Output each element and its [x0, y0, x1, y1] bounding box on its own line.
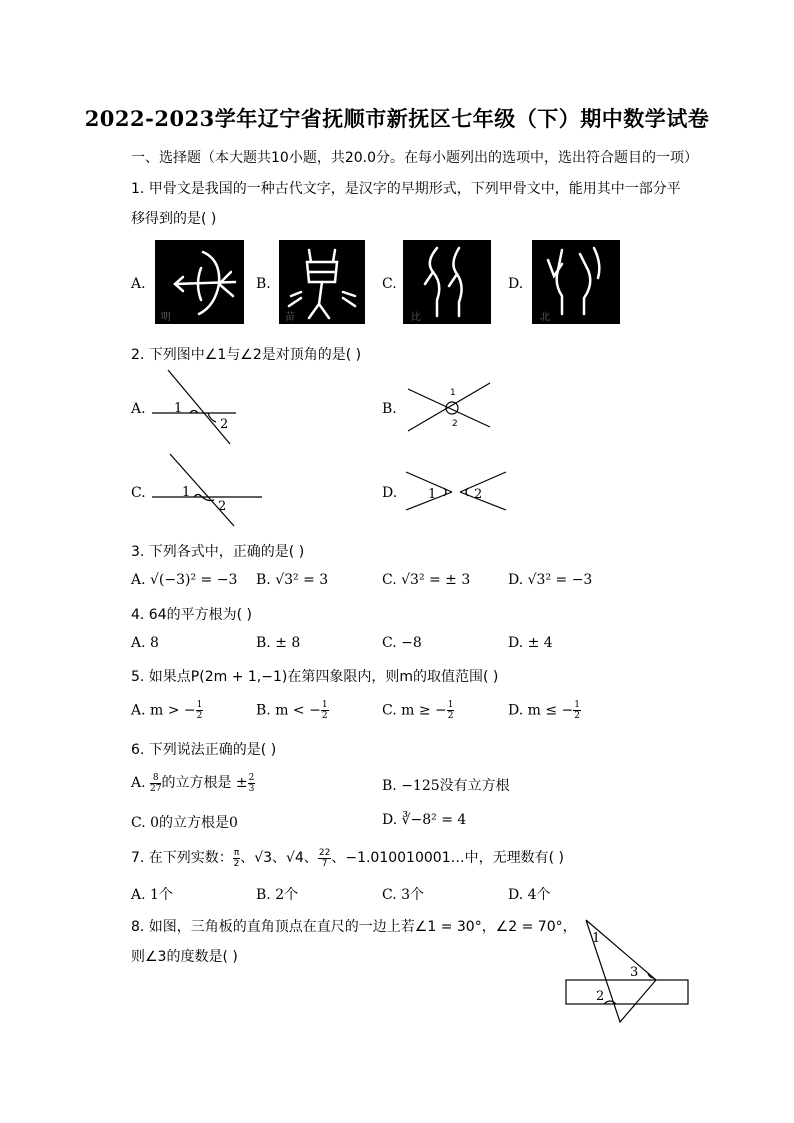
- page-title: 2022-2023学年辽宁省抚顺市新抚区七年级（下）期中数学试卷: [84, 106, 710, 131]
- q6-option-b[interactable]: B. −125没有立方根: [382, 778, 510, 794]
- q5-option-a-text: A. m > −: [131, 702, 196, 719]
- q3-option-c[interactable]: C. √3² = ± 3: [382, 572, 471, 588]
- q3-option-d[interactable]: D. √3² = −3: [508, 572, 593, 588]
- q6-option-a-label: A.: [131, 775, 146, 791]
- fraction: $\frac{8}{27}$: [150, 772, 162, 794]
- q4-option-b[interactable]: B. ± 8: [256, 635, 301, 651]
- q5-option-c[interactable]: [382, 700, 454, 721]
- fraction: $\frac{1}{2}$: [574, 700, 580, 721]
- q2d-angle-2: 2: [474, 487, 483, 502]
- q6-option-a[interactable]: [131, 772, 255, 794]
- q3-option-a[interactable]: A. √(−3)² = −3: [131, 572, 238, 588]
- q5-option-b-text: B. m < −: [256, 702, 321, 719]
- q1-option-b-glyph[interactable]: [279, 240, 365, 324]
- q5-option-c-text: C. m ≥ −: [382, 702, 447, 719]
- q1-option-d-glyph[interactable]: [532, 240, 620, 324]
- q1-option-a-label: A.: [131, 276, 146, 292]
- q2-option-b-label[interactable]: B.: [382, 401, 397, 417]
- question-4-stem: 4. 64的平方根为( ): [131, 607, 252, 623]
- q8-angle-1: 1: [592, 931, 601, 946]
- oracle-bone-ming-icon: [155, 240, 244, 324]
- q4-option-c[interactable]: C. −8: [382, 635, 422, 651]
- q7-option-c[interactable]: C. 3个: [382, 887, 425, 903]
- section-header: 一、选择题（本大题共10小题，共20.0分。在每小题列出的选项中，选出符合题目的一项）: [131, 150, 698, 166]
- q1-option-b-label: B.: [256, 276, 271, 292]
- oracle-bone-bi-icon: [403, 240, 491, 324]
- q5-option-d[interactable]: [508, 700, 581, 721]
- q2a-angle-1: 1: [174, 401, 183, 416]
- q1-option-c-label: C.: [382, 276, 397, 292]
- q2b-angle-2: 2: [452, 419, 458, 429]
- fraction: $\frac{\pi}{2}$: [233, 847, 240, 869]
- fraction: $\frac{2}{3}$: [248, 772, 255, 794]
- q7-option-d[interactable]: D. 4个: [508, 887, 551, 903]
- question-2-stem: 2. 下列图中∠1与∠2是对顶角的是( ): [131, 347, 362, 363]
- q1-caption-d: 北: [540, 312, 550, 323]
- q2-option-c-label[interactable]: C.: [131, 485, 146, 501]
- question-8-line-1: 8. 如图，三角板的直角顶点在直尺的一边上若∠1 = 30°，∠2 = 70°，: [131, 919, 577, 935]
- q2c-angle-1: 1: [182, 485, 191, 500]
- q2-option-a-figure: [150, 368, 240, 446]
- question-6-stem: 6. 下列说法正确的是( ): [131, 742, 277, 758]
- fraction: $\frac{1}{2}$: [321, 700, 328, 721]
- question-1-line-2: 移得到的是( ): [131, 211, 217, 227]
- q2c-angle-2: 2: [218, 499, 227, 514]
- q1-caption-a: 明: [161, 312, 171, 323]
- q2-option-d-figure: [404, 468, 510, 512]
- q2-option-b-figure: [406, 381, 492, 435]
- q2d-angle-1: 1: [428, 487, 437, 502]
- q7-option-b[interactable]: B. 2个: [256, 887, 299, 903]
- q1-caption-c: 比: [411, 312, 421, 323]
- q1-option-a-glyph[interactable]: [155, 240, 244, 324]
- q3-option-b[interactable]: B. √3² = 3: [256, 572, 329, 588]
- fraction: $\frac{22}{7}$: [318, 847, 331, 869]
- q2-option-a-label[interactable]: A.: [131, 401, 146, 417]
- q5-option-b[interactable]: [256, 700, 329, 721]
- q8-angle-2: 2: [596, 989, 605, 1004]
- oracle-bone-miao-icon: [279, 240, 365, 324]
- q1-caption-b: 苗: [285, 312, 295, 323]
- q1-option-d-label: D.: [508, 276, 524, 292]
- q4-option-d[interactable]: D. ± 4: [508, 635, 553, 651]
- q8-angle-3: 3: [630, 965, 639, 980]
- q6-option-d[interactable]: D. ∛−8² = 4: [382, 812, 467, 828]
- q8-figure-triangle-ruler: [564, 918, 690, 1024]
- oracle-bone-bei-icon: [532, 240, 620, 324]
- q2-option-d-label[interactable]: D.: [382, 485, 398, 501]
- fraction: $\frac{1}{2}$: [196, 700, 203, 721]
- question-7-stem: 7. 在下列实数： $\frac{\pi}{2}$ 、√3、√4、 $\frac{22}{7}$ 、−1.010010001…中，无理数有( ): [131, 847, 564, 869]
- fraction: $\frac{1}{2}$: [447, 700, 454, 721]
- q1-option-c-glyph[interactable]: [403, 240, 491, 324]
- q6-option-a-text: 的立方根是 ±: [161, 775, 248, 791]
- q5-option-d-text: D. m ≤ −: [508, 702, 574, 719]
- question-1-line-1: 1. 甲骨文是我国的一种古代文字，是汉字的早期形式，下列甲骨文中，能用其中一部分平: [131, 181, 681, 197]
- q6-option-c[interactable]: C. 0的立方根是0: [131, 815, 238, 831]
- q2a-angle-2: 2: [220, 417, 229, 432]
- q2b-angle-1: 1: [450, 388, 456, 398]
- q2-option-c-figure: [150, 452, 264, 528]
- q4-option-a[interactable]: A. 8: [131, 635, 159, 651]
- question-5-stem: 5. 如果点P(2m + 1,−1)在第四象限内，则m的取值范围( ): [131, 669, 499, 685]
- q5-option-a[interactable]: [131, 700, 203, 721]
- question-8-line-2: 则∠3的度数是( ): [131, 949, 238, 965]
- question-3-stem: 3. 下列各式中，正确的是( ): [131, 544, 305, 560]
- q7-option-a[interactable]: A. 1个: [131, 887, 173, 903]
